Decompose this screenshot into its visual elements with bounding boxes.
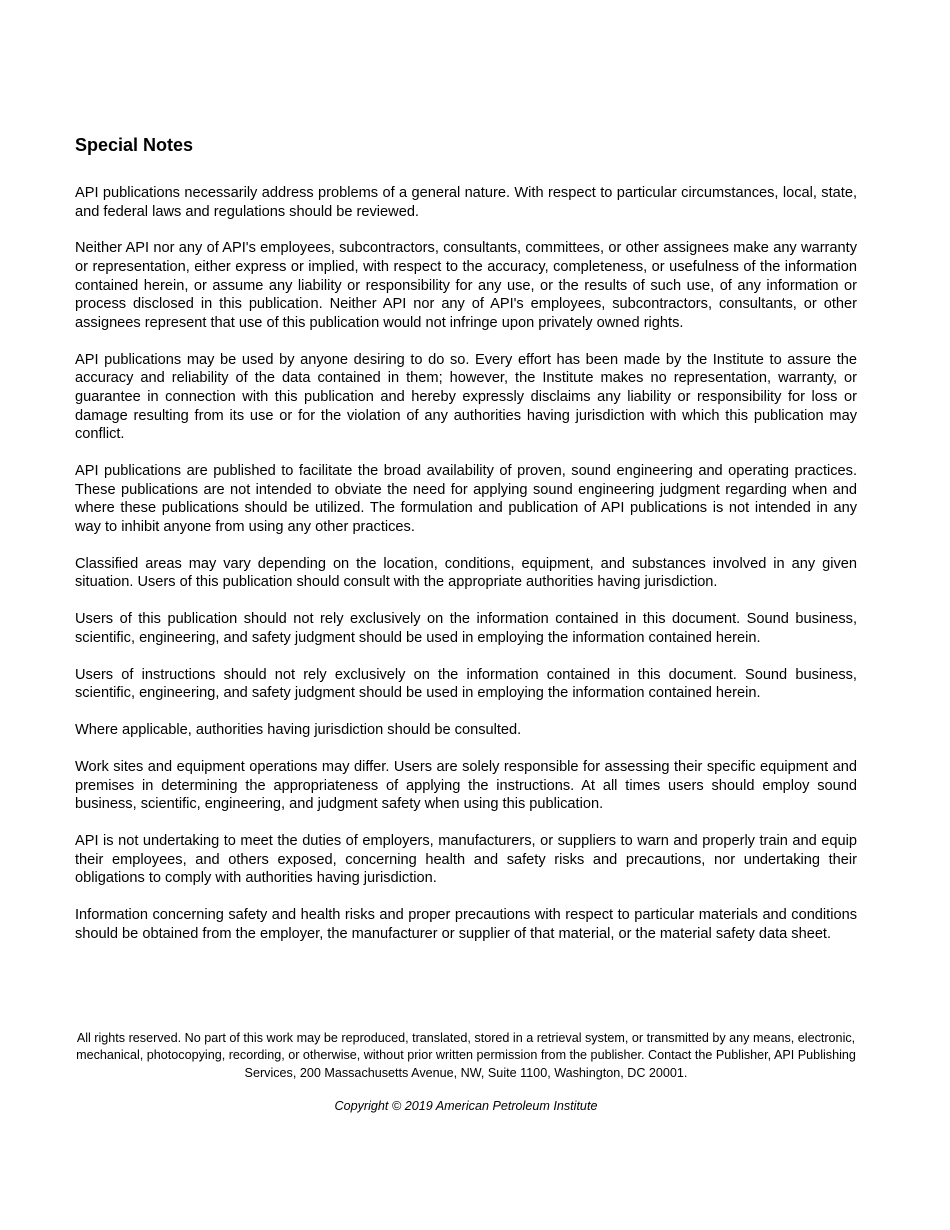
note-paragraph: API is not undertaking to meet the duties of employers, manufacturers, or suppliers to warn and properly train and equip their employees, and others exposed, concerning health and safety risks and precautions, nor undertaking their obligations to comply with authorities having jurisdiction. (75, 833, 857, 887)
note-paragraph: Users of this publication should not rely exclusively on the information contained in this document. Sound business, scientific, engineering, and safety judgment should be used in employing the information contained herein. (75, 611, 857, 646)
note-paragraph: Work sites and equipment operations may differ. Users are solely responsible for assessing their specific equipment and premises in determining the appropriateness of applying the instructions. At all times users should employ sound business, scientific, engineering, and judgment safety when using this publication. (75, 759, 857, 813)
special-notes-section (75, 133, 857, 962)
note-paragraph: API publications may be used by anyone desiring to do so. Every effort has been made by the Institute to assure the accuracy and reliability of the data contained in them; however, the Institute makes no representation, warranty, or guarantee in connection with this publication and hereby expressly disclaims any liability or responsibility for loss or damage resulting from its use or for the violation of any authorities having jurisdiction with which this publication may conflict. (75, 351, 857, 443)
note-paragraph: Neither API nor any of API's employees, subcontractors, consultants, committees, or other assignees make any warranty or representation, either express or implied, with respect to the accuracy, completeness, or usefulness of the information contained herein, or assume any liability or responsibility for any use, or the results of such use, of any information or process disclosed in this publication. Neither API nor any of API's employees, subcontractors, consultants, or other assignees represent that use of this publication would not infringe upon privately owned rights. (75, 240, 857, 331)
note-paragraph: Users of instructions should not rely exclusively on the information contained in this document. Sound business, scientific, engineering, and safety judgment should be used in employing the information contained herein. (75, 666, 857, 702)
note-paragraph: Classified areas may vary depending on the location, conditions, equipment, and substances involved in any given situation. Users of this publication should consult with the appropriate authorities having jurisdiction. (75, 555, 857, 591)
copyright-notice: Copyright © 2019 American Petroleum Institute (334, 1099, 598, 1114)
rights-statement: All rights reserved. No part of this work may be reproduced, translated, stored in a retrieval system, or transmitted by any means, electronic, mechanical, photocopying, recording, or otherwise, without prior written permission from the publisher. Contact the Publisher, API Publishing Services, 200 Massachusetts Avenue, NW, Suite 1100, Washington, DC 20001. (76, 1031, 856, 1080)
page-footer (75, 1030, 857, 1115)
note-paragraph: Information concerning safety and health risks and proper precautions with respect to particular materials and conditions should be obtained from the employer, the manufacturer or supplier of that material, or the material safety data sheet. (75, 907, 857, 942)
page-title: Special Notes (75, 135, 194, 155)
note-paragraph: API publications are published to facilitate the broad availability of proven, sound engineering and operating practices. These publications are not intended to obviate the need for applying sound engineering judgment regarding when and where these publications should be utilized. The formulation and publication of API publications is not intended in any way to inhibit anyone from using any other practices. (75, 463, 857, 535)
note-paragraph: Where applicable, authorities having jurisdiction should be consulted. (75, 722, 522, 739)
note-paragraph: API publications necessarily address problems of a general nature. With respect to particular circumstances, local, state, and federal laws and regulations should be reviewed. (75, 185, 857, 220)
